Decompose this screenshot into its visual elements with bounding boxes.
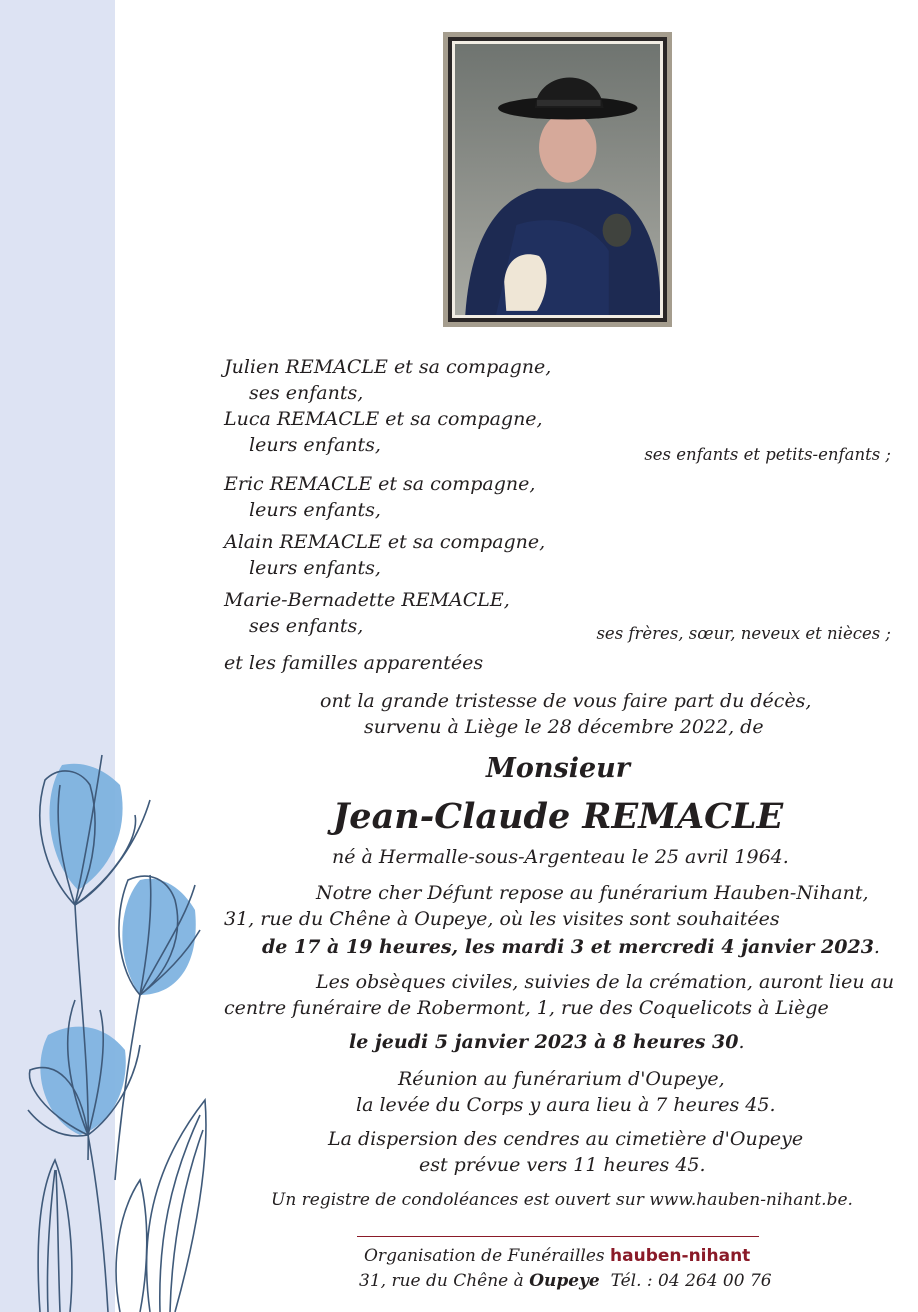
address-city: Oupeye bbox=[529, 1271, 600, 1291]
visitation-times-end: . bbox=[873, 936, 880, 958]
announcement-line-1: ont la grande tristesse de vous faire part du décès, bbox=[320, 690, 812, 712]
portrait-photo bbox=[455, 44, 660, 315]
footer-address-line bbox=[359, 1269, 772, 1293]
family-line-3: Luca REMACLE et sa compagne, bbox=[224, 408, 543, 430]
family-line-2: ses enfants, bbox=[249, 382, 364, 404]
gathering-line-2: la levée du Corps y aura lieu à 7 heures 45. bbox=[356, 1094, 776, 1116]
org-label: Organisation de Funérailles bbox=[364, 1246, 605, 1266]
brand-logo: hauben-nihant bbox=[610, 1246, 751, 1266]
birth-info: né à Hermalle-sous-Argenteau le 25 avril 1964. bbox=[332, 846, 789, 868]
gathering-line-1: Réunion au funérarium d'Oupeye, bbox=[398, 1068, 725, 1090]
family-line-8: leurs enfants, bbox=[249, 557, 381, 579]
visitation-times-text: de 17 à 19 heures, les mardi 3 et mercredi 4 janvier 2023 bbox=[262, 936, 874, 958]
siblings-note: ses frères, sœur, neveux et nièces ; bbox=[596, 624, 891, 643]
funeral-line-2: centre funéraire de Robermont, 1, rue des Coquelicots à Liège bbox=[224, 997, 829, 1019]
visitation-times bbox=[262, 935, 880, 959]
deceased-name: Jean-Claude REMACLE bbox=[332, 796, 784, 837]
funeral-date-end: . bbox=[738, 1031, 745, 1053]
condolences-notice: Un registre de condoléances est ouvert sur www.hauben-nihant.be. bbox=[271, 1190, 853, 1210]
phone: Tél. : 04 264 00 76 bbox=[610, 1271, 772, 1291]
funeral-line-1: Les obsèques civiles, suivies de la crémation, auront lieu au bbox=[316, 971, 895, 993]
announcement-line-2: survenu à Liège le 28 décembre 2022, de bbox=[364, 716, 764, 738]
portrait-frame bbox=[443, 32, 672, 327]
visitation-line-2: 31, rue du Chêne à Oupeye, où les visites sont souhaitées bbox=[224, 908, 780, 930]
funeral-date-text: le jeudi 5 janvier 2023 à 8 heures 30 bbox=[349, 1031, 739, 1053]
address-prefix: 31, rue du Chêne à bbox=[359, 1271, 524, 1291]
dispersion-line-1: La dispersion des cendres au cimetière d'Oupeye bbox=[328, 1128, 804, 1150]
funeral-date bbox=[349, 1030, 745, 1054]
children-note: ses enfants et petits-enfants ; bbox=[644, 445, 891, 464]
family-line-11: et les familles apparentées bbox=[224, 652, 484, 674]
family-line-5: Eric REMACLE et sa compagne, bbox=[224, 473, 536, 495]
family-line-1: Julien REMACLE et sa compagne, bbox=[224, 356, 552, 378]
visitation-line-1: Notre cher Défunt repose au funérarium Hauben-Nihant, bbox=[316, 882, 869, 904]
footer-divider bbox=[357, 1236, 759, 1237]
family-line-9: Marie-Bernadette REMACLE, bbox=[224, 589, 510, 611]
dispersion-line-2: est prévue vers 11 heures 45. bbox=[419, 1154, 706, 1176]
family-line-4: leurs enfants, bbox=[249, 434, 381, 456]
family-line-7: Alain REMACLE et sa compagne, bbox=[224, 531, 546, 553]
footer-org-line bbox=[364, 1244, 750, 1268]
family-line-6: leurs enfants, bbox=[249, 499, 381, 521]
family-line-10: ses enfants, bbox=[249, 615, 364, 637]
honorific: Monsieur bbox=[485, 753, 631, 784]
